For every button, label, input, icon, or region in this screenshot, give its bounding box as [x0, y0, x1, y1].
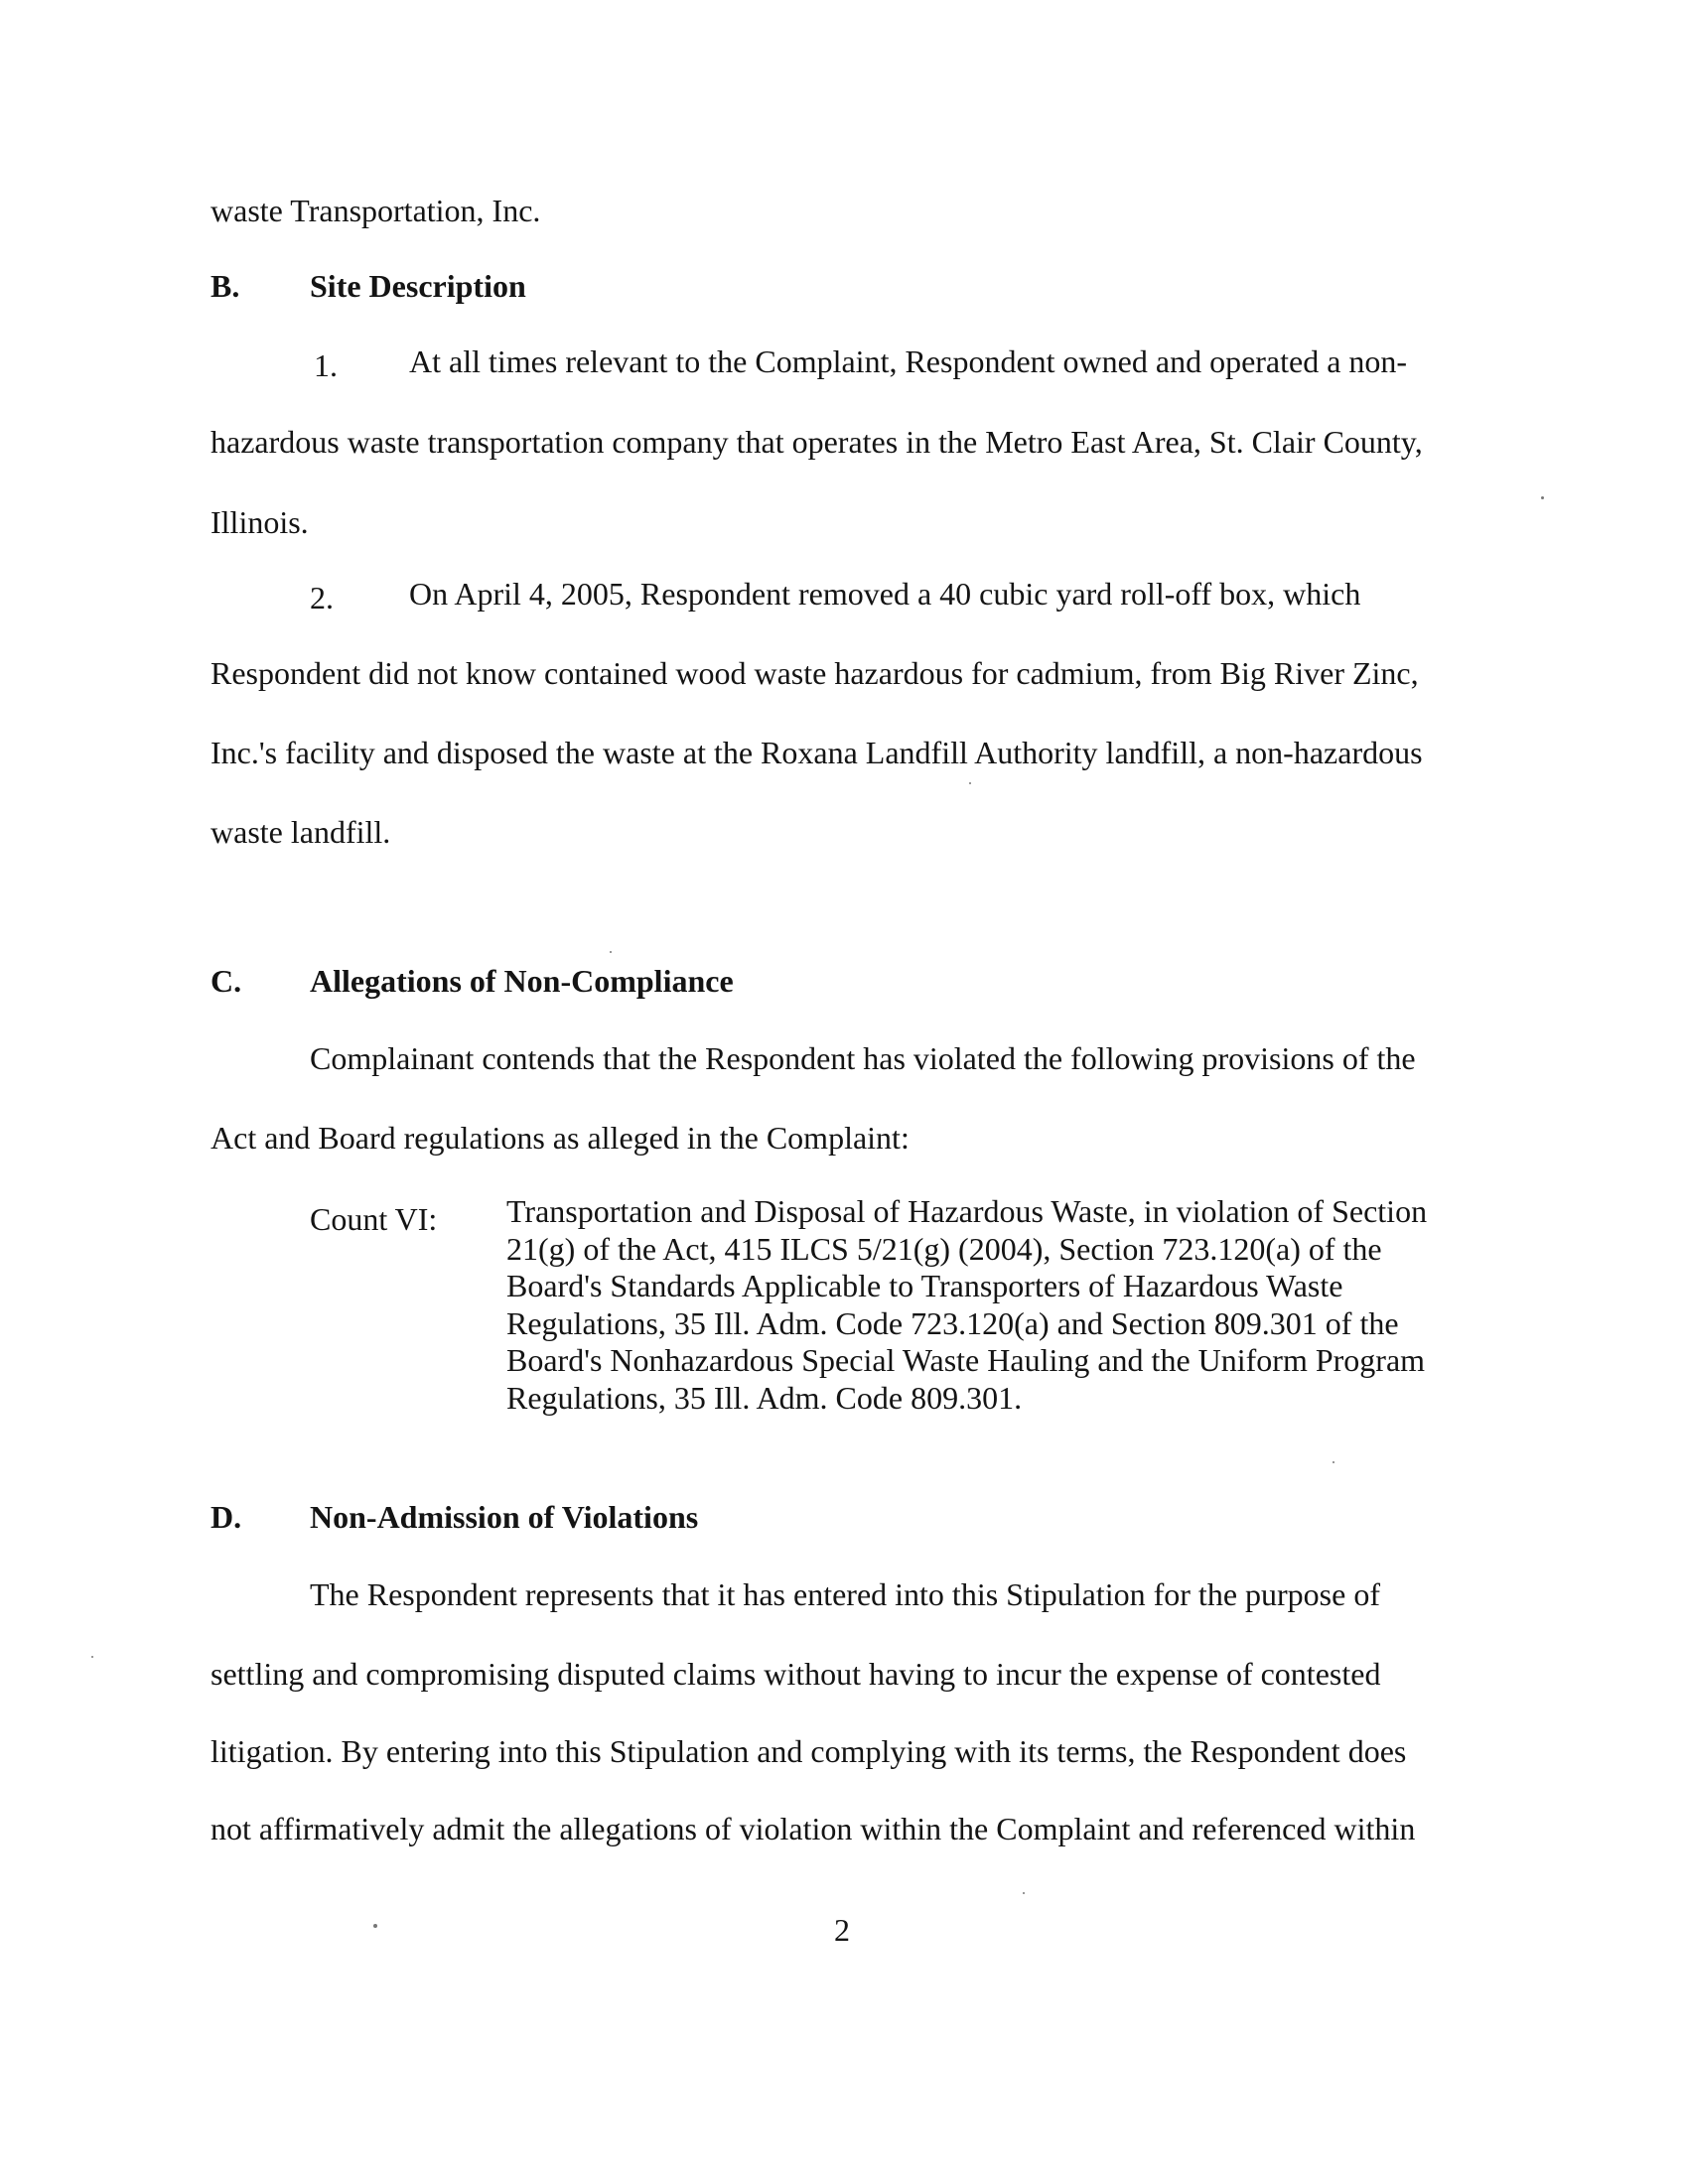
count-line-6: Regulations, 35 Ill. Adm. Code 809.301.	[506, 1379, 1023, 1416]
scan-speck	[1333, 1461, 1334, 1463]
section-d-line-1: The Respondent represents that it has entered into this Stipulation for the purpose of	[310, 1576, 1380, 1612]
para-1-number: 1.	[314, 347, 338, 383]
count-line-1: Transportation and Disposal of Hazardous Waste, in violation of Section	[506, 1193, 1428, 1229]
page-number: 2	[834, 1912, 850, 1948]
section-b-heading	[210, 270, 526, 302]
para-2-line-4: waste landfill.	[210, 814, 391, 850]
section-b-title: Site Description	[310, 268, 526, 304]
section-d-line-3: litigation. By entering into this Stipulation and complying with its terms, the Respondent does	[210, 1733, 1407, 1769]
count-description	[506, 1193, 1479, 1417]
count-line-5: Board's Nonhazardous Special Waste Hauling and the Uniform Program	[506, 1342, 1426, 1378]
section-d-line-4: not affirmatively admit the allegations of violation within the Complaint and referenced within	[210, 1811, 1416, 1846]
para-1-line-2: hazardous waste transportation company that operates in the Metro East Area, St. Clair County,	[210, 424, 1423, 460]
para-2-line-1: On April 4, 2005, Respondent removed a 40 cubic yard roll-off box, which	[409, 576, 1361, 612]
continuation-line: waste Transportation, Inc.	[210, 193, 541, 228]
para-2-line-2: Respondent did not know contained wood waste hazardous for cadmium, from Big River Zinc,	[210, 655, 1419, 691]
count-line-2: 21(g) of the Act, 415 ILCS 5/21(g) (2004), Section 723.120(a) of the	[506, 1230, 1382, 1267]
section-b-letter: B.	[210, 268, 240, 304]
scan-speck	[1541, 496, 1544, 499]
count-line-3: Board's Standards Applicable to Transporters of Hazardous Waste	[506, 1268, 1343, 1303]
section-c-heading	[210, 965, 734, 997]
count-line-4: Regulations, 35 Ill. Adm. Code 723.120(a) and Section 809.301 of the	[506, 1304, 1399, 1341]
section-c-intro-line-1: Complainant contends that the Respondent has violated the following provisions of the	[310, 1040, 1416, 1076]
section-c-intro-line-2: Act and Board regulations as alleged in the Complaint:	[210, 1120, 910, 1156]
scan-speck	[1023, 1892, 1025, 1894]
section-d-title: Non-Admission of Violations	[310, 1499, 699, 1535]
count-label: Count VI:	[310, 1201, 438, 1237]
section-d-letter: D.	[210, 1499, 242, 1535]
section-c-letter: C.	[210, 963, 242, 999]
scan-speck	[91, 1656, 93, 1658]
para-2-line-3: Inc.'s facility and disposed the waste at the Roxana Landfill Authority landfill, a non-hazardous	[210, 735, 1423, 770]
scan-speck	[373, 1924, 377, 1928]
section-d-line-2: settling and compromising disputed claims without having to incur the expense of contested	[210, 1656, 1381, 1692]
section-d-heading	[210, 1501, 698, 1533]
para-1-line-1: At all times relevant to the Complaint, Respondent owned and operated a non-	[409, 343, 1408, 379]
scan-speck	[610, 951, 612, 953]
para-1-line-3: Illinois.	[210, 504, 309, 540]
section-c-title: Allegations of Non-Compliance	[310, 963, 734, 999]
para-2-number: 2.	[310, 580, 334, 615]
scan-speck	[969, 782, 971, 784]
